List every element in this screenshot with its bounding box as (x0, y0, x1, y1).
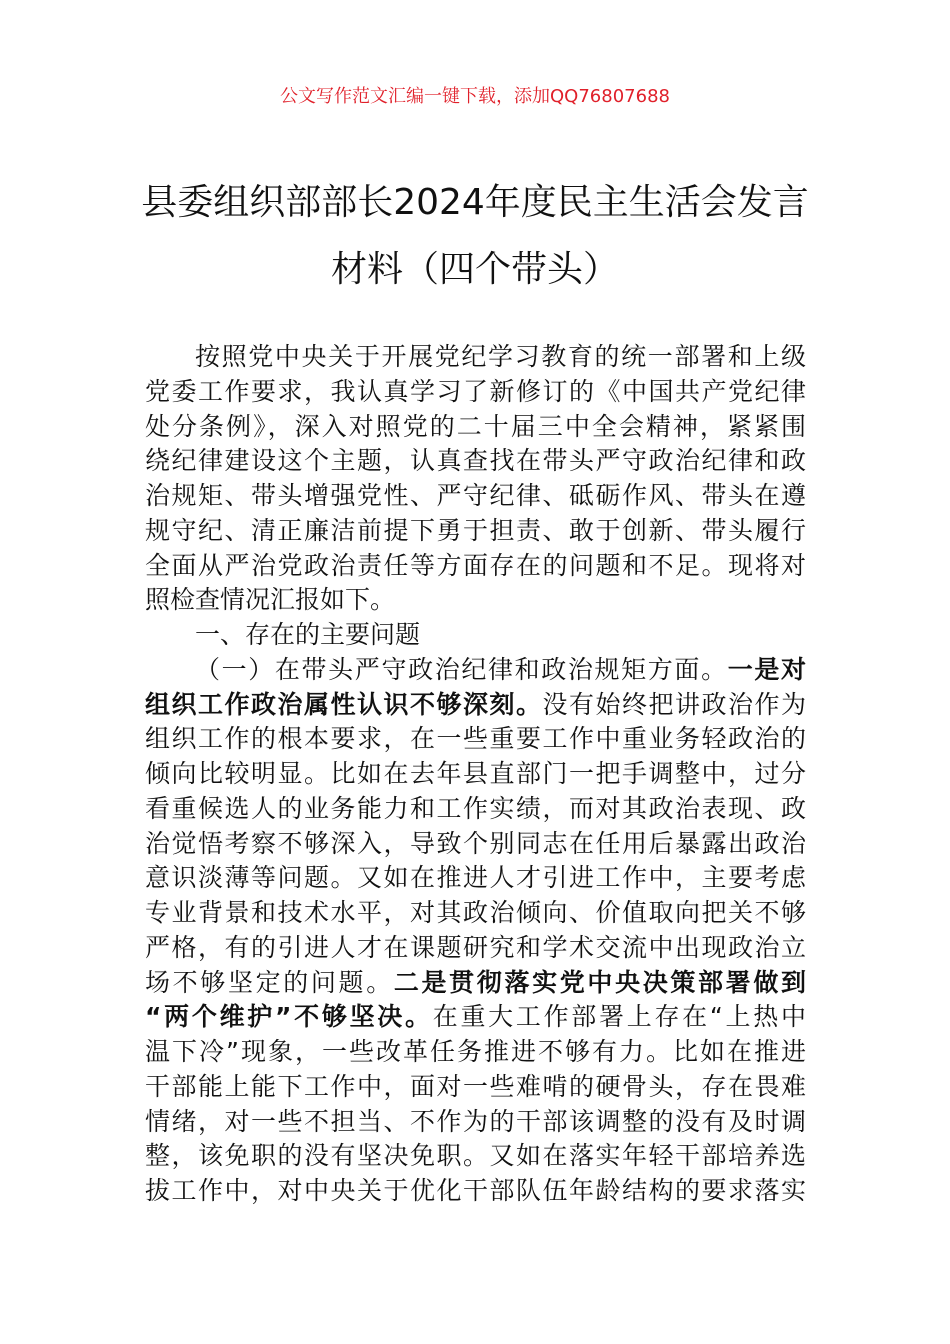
text-segment: 党委工作要求，我认真学习了新修订的《中国共产党纪律 (145, 376, 806, 406)
text-line (145, 896, 806, 931)
text-segment: 全面从严治党政治责任等方面存在的问题和不足。现将对 (145, 550, 806, 580)
text-line (145, 549, 806, 584)
text-segment: 在重大工作部署上存在“上热中 (432, 1002, 806, 1032)
bold-text-segment: 二是贯彻落实党中央决策部署做到 (393, 967, 806, 997)
text-segment: 规守纪、清正廉洁前提下勇于担责、敢于创新、带头履行 (145, 515, 806, 545)
text-line (145, 340, 806, 375)
text-line (145, 757, 806, 792)
text-line (145, 1174, 806, 1209)
bold-text-segment: “两个维护”不够坚决。 (145, 1002, 433, 1032)
text-segment: （一）在带头严守政治纪律和政治规矩方面。 (195, 654, 728, 684)
text-line (145, 688, 806, 723)
text-segment: 场不够坚定的问题。 (145, 967, 394, 997)
text-segment: 倾向比较明显。比如在去年县直部门一把手调整中，过分 (145, 759, 806, 788)
text-line (145, 410, 806, 445)
text-line (145, 1070, 806, 1105)
text-line (145, 722, 806, 757)
text-segment: 意识淡薄等问题。又如在推进人才引进工作中，主要考虑 (145, 863, 806, 893)
document-title-line-1: 县委组织部部长2024年度民主生活会发言 (141, 182, 809, 223)
text-segment: 绕纪律建设这个主题，认真查找在带头严守政治纪律和政 (145, 446, 806, 476)
text-line (145, 931, 806, 966)
text-line (145, 792, 806, 827)
text-segment: 专业背景和技术水平，对其政治倾向、价值取向把关不够 (145, 898, 806, 927)
text-line (145, 618, 806, 653)
bold-text-segment: 一是对 (727, 654, 806, 684)
text-segment: 治规矩、带头增强党性、严守纪律、砥砺作风、带头在遵 (145, 481, 806, 510)
text-segment: 组织工作的根本要求，在一些重要工作中重业务轻政治的 (145, 724, 806, 754)
text-line (145, 444, 806, 479)
text-segment: 温下冷”现象，一些改革任务推进不够有力。比如在推进 (145, 1037, 806, 1066)
text-line (145, 827, 806, 862)
text-line (145, 1139, 806, 1174)
text-line (145, 583, 806, 618)
download-promo-note: 公文写作范文汇编一键下载，添加QQ76807688 (280, 86, 670, 107)
text-line (145, 653, 806, 688)
text-segment: 照检查情况汇报如下。 (145, 585, 396, 615)
text-line (145, 966, 806, 1001)
text-segment: 治觉悟考察不够深入，导致个别同志在任用后暴露出政治 (145, 828, 806, 858)
text-segment: 严格，有的引进人才在课题研究和学术交流中出现政治立 (145, 932, 806, 962)
text-line (145, 514, 806, 549)
text-segment: 一、存在的主要问题 (195, 620, 421, 649)
text-segment: 干部能上能下工作中，面对一些难啃的硬骨头，存在畏难 (145, 1071, 806, 1101)
text-segment: 看重候选人的业务能力和工作实绩，而对其政治表现、政 (145, 793, 806, 823)
text-line (145, 375, 806, 410)
text-line (145, 861, 806, 896)
text-line (145, 1000, 806, 1035)
text-line (145, 1105, 806, 1140)
document-body (145, 340, 806, 1209)
document-title-line-2: 材料（四个带头） (330, 249, 619, 290)
text-segment: 处分条例》，深入对照党的二十届三中全会精神，紧紧围 (145, 411, 806, 441)
text-segment: 情绪，对一些不担当、不作为的干部该调整的没有及时调 (145, 1106, 806, 1136)
text-segment: 拔工作中，对中央关于优化干部队伍年龄结构的要求落实 (145, 1176, 806, 1205)
text-line (145, 1035, 806, 1070)
bold-text-segment: 组织工作政治属性认识不够深刻。 (145, 689, 543, 719)
text-segment: 整，该免职的没有坚决免职。又如在落实年轻干部培养选 (145, 1141, 806, 1171)
text-segment: 按照党中央关于开展党纪学习教育的统一部署和上级 (195, 342, 806, 371)
text-line (145, 479, 806, 514)
text-segment: 没有始终把讲政治作为 (542, 689, 806, 719)
